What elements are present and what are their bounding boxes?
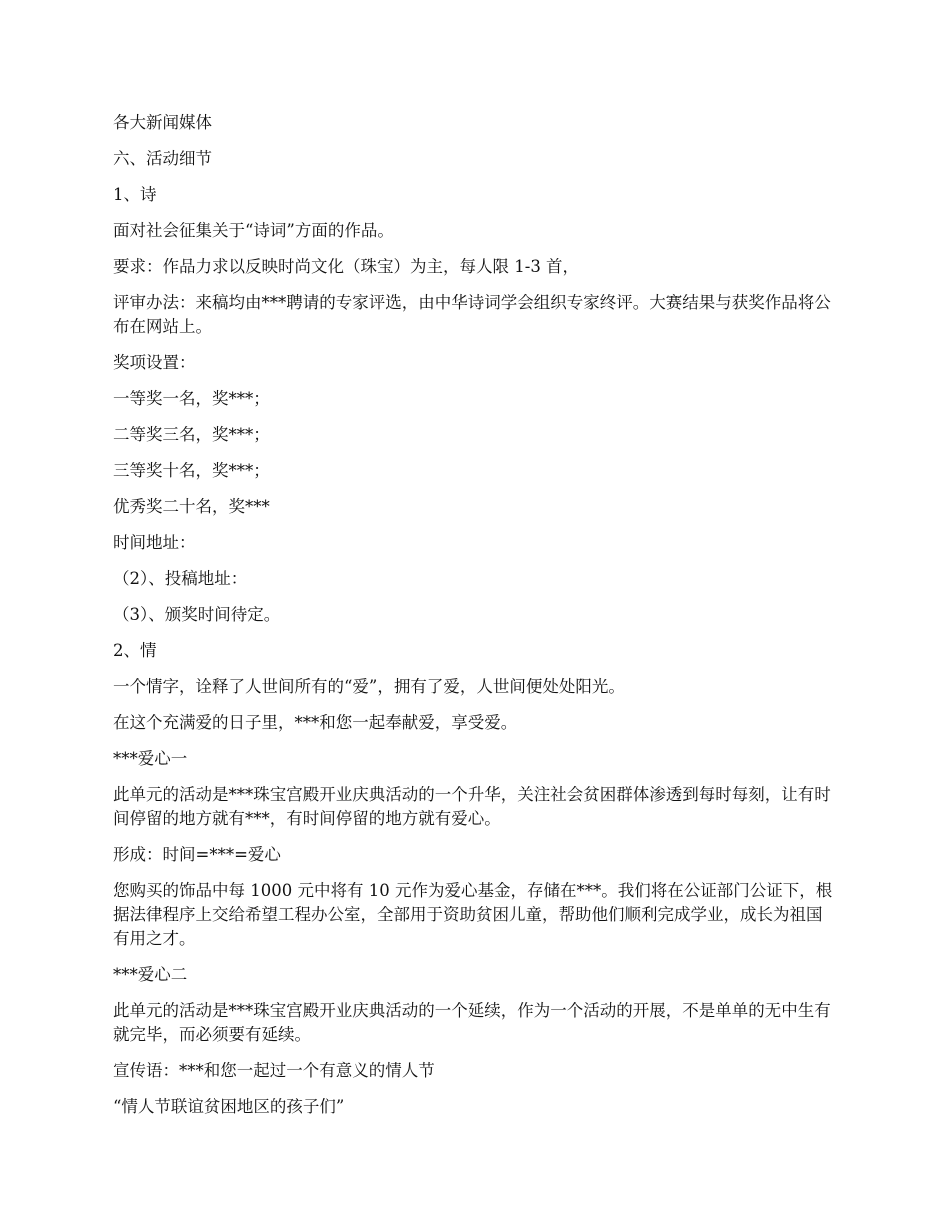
paragraph-award-time: （3）、颁奖时间待定。 bbox=[113, 605, 281, 624]
award-third-prize: 三等奖十名，奖***； bbox=[113, 461, 270, 480]
section-heading-activity-details: 六、活动细节 bbox=[113, 149, 212, 168]
paragraph-love-one-desc: 此单元的活动是***珠宝宫殿开业庆典活动的一个升华，关注社会贫困群体渗透到每时每刻，让有时间停留的地方就有***，有时间停留的地方就有爱心。 bbox=[113, 785, 831, 828]
paragraph-submission-address: （2）、投稿地址： bbox=[113, 569, 248, 588]
subheading-love-one: ***爱心一 bbox=[113, 749, 188, 768]
award-excellence-prize: 优秀奖二十名，奖*** bbox=[113, 497, 270, 516]
award-second-prize: 二等奖三名，奖***； bbox=[113, 425, 270, 444]
subheading-poem: 1、诗 bbox=[113, 185, 157, 204]
paragraph-love-intro: 一个情字，诠释了人世间所有的“爱”，拥有了爱，人世间便处处阳光。 bbox=[113, 677, 625, 696]
paragraph-poem-call: 面对社会征集关于“诗词”方面的作品。 bbox=[113, 221, 394, 240]
paragraph-time-address: 时间地址： bbox=[113, 533, 196, 552]
award-first-prize: 一等奖一名，奖***； bbox=[113, 389, 270, 408]
paragraph-award-settings: 奖项设置： bbox=[113, 353, 196, 372]
paragraph-formula: 形成：时间=***=爱心 bbox=[113, 845, 281, 864]
paragraph-slogan-quote: “情人节联谊贫困地区的孩子们” bbox=[113, 1097, 345, 1116]
paragraph-judging-method: 评审办法：来稿均由***聘请的专家评选，由中华诗词学会组织专家终评。大赛结果与获奖作品将公布在网站上。 bbox=[113, 293, 831, 336]
paragraph-love-day: 在这个充满爱的日子里，***和您一起奉献爱，享受爱。 bbox=[113, 713, 518, 732]
paragraph-requirements: 要求：作品力求以反映时尚文化（珠宝）为主，每人限 1-3 首， bbox=[113, 257, 580, 276]
subheading-love: 2、情 bbox=[113, 641, 157, 660]
paragraph-love-two-desc: 此单元的活动是***珠宝宫殿开业庆典活动的一个延续，作为一个活动的开展，不是单单的无中生有就完毕，而必须要有延续。 bbox=[113, 1001, 831, 1044]
document-body bbox=[113, 111, 838, 1131]
paragraph-love-fund: 您购买的饰品中每 1000 元中将有 10 元作为爱心基金，存储在***。我们将在公证部门公证下，根据法律程序上交给希望工程办公室，全部用于资助贫困儿童，帮助他们顺利完成学业，成长为祖国有用之才。 bbox=[113, 881, 833, 948]
paragraph-media: 各大新闻媒体 bbox=[113, 113, 212, 132]
paragraph-slogan: 宣传语：***和您一起过一个有意义的情人节 bbox=[113, 1061, 435, 1080]
subheading-love-two: ***爱心二 bbox=[113, 965, 188, 984]
